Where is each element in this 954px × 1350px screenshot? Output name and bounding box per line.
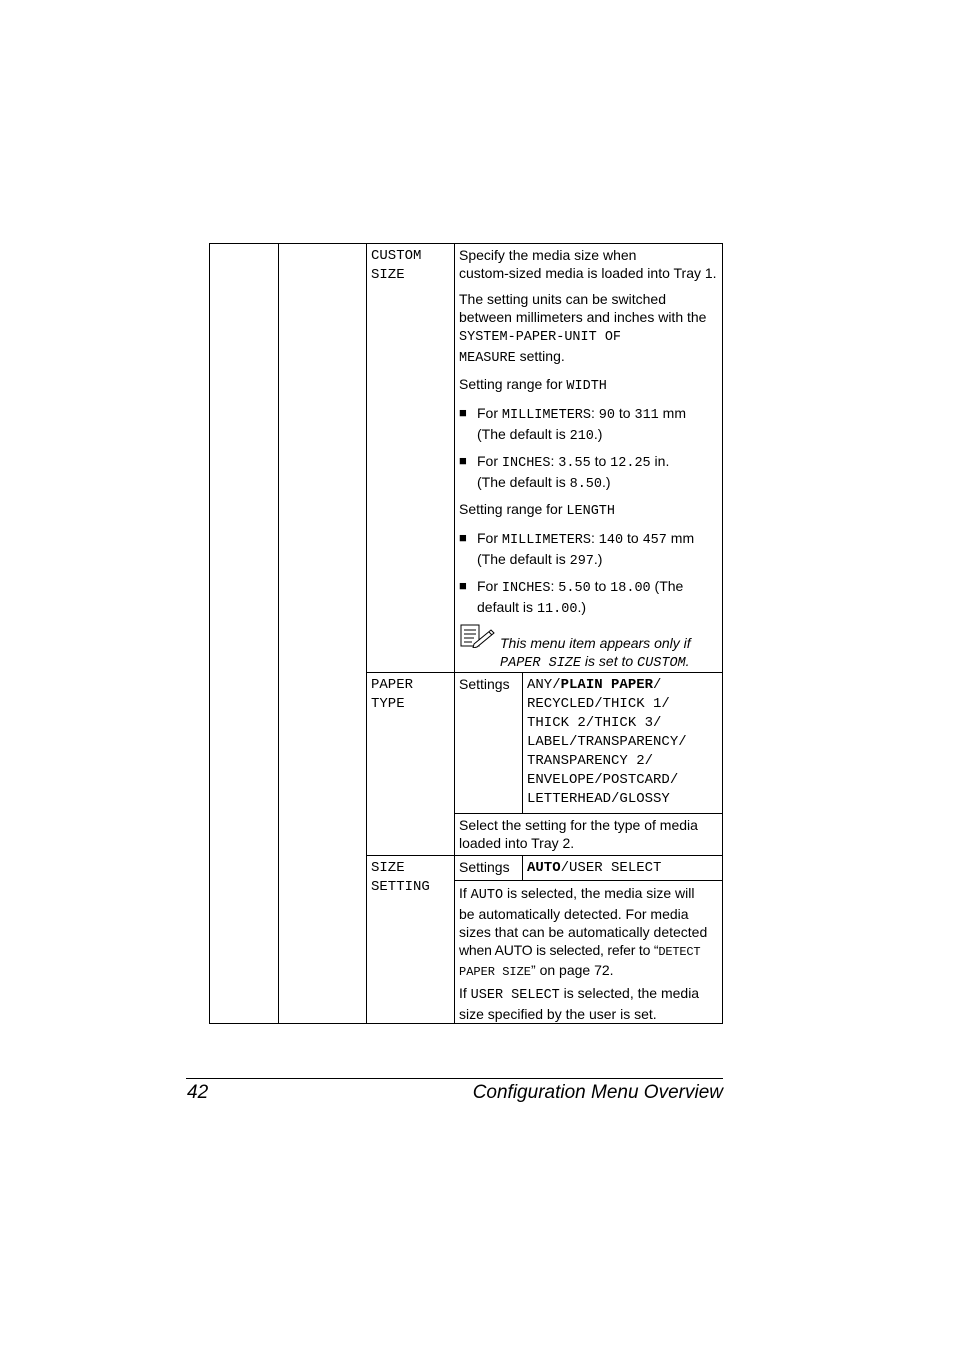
t: mm — [658, 405, 686, 421]
t: : — [591, 405, 599, 421]
t: is selected, the media size will — [503, 885, 695, 901]
length-range-heading — [459, 500, 615, 521]
t: 3.55 — [558, 456, 591, 471]
width-range-heading — [459, 375, 607, 396]
option-line: ENVELOPE/POSTCARD/ — [527, 772, 679, 788]
bullet-line — [477, 452, 723, 473]
t: (The default is — [477, 551, 570, 567]
t: 8.50 — [569, 477, 603, 492]
t: PAPER SIZE — [500, 656, 582, 671]
t: If — [459, 885, 471, 901]
label-line: TYPE — [371, 696, 405, 712]
t: For — [477, 530, 502, 546]
t: mm — [666, 530, 695, 546]
heading-text: Setting range for — [459, 376, 567, 392]
note-pencil-icon — [460, 624, 496, 648]
desc-line: sizes that can be automatically detected — [459, 924, 708, 940]
option-line: THICK 2/THICK 3/ — [527, 715, 662, 731]
desc-line — [459, 984, 722, 1005]
bullet-line — [477, 473, 723, 494]
t: For — [477, 453, 502, 469]
t: is selected, the media — [559, 985, 700, 1001]
desc-line: custom-sized media is loaded into Tray 1. — [459, 265, 717, 281]
t: is set to — [581, 653, 638, 669]
t: 11.00 — [536, 602, 578, 617]
desc-line — [459, 884, 722, 905]
t: 457 — [642, 533, 667, 548]
mono-term: MEASURE — [459, 351, 516, 366]
heading-text: Setting range for — [459, 501, 567, 517]
t: 210 — [569, 429, 594, 444]
t: .) — [602, 474, 611, 490]
t: ” on page 72. — [531, 962, 614, 978]
t: (The default is — [477, 426, 570, 442]
footer-rule — [186, 1078, 723, 1079]
t: 90 — [598, 408, 615, 423]
option-line: TRANSPARENCY 2/ — [527, 753, 654, 769]
table-col-divider-3 — [454, 243, 455, 1024]
t: PAPER SIZE — [459, 965, 532, 979]
t: 12.25 — [610, 456, 651, 471]
option-line: LABEL/TRANSPARENCY/ — [527, 734, 687, 750]
option-default: AUTO — [527, 860, 561, 876]
t: (The default is — [477, 474, 570, 490]
paper-type-label — [371, 676, 413, 714]
desc-line — [459, 961, 722, 981]
t: . — [685, 653, 690, 669]
t: to — [615, 405, 635, 421]
mono-term: SYSTEM-PAPER-UNIT OF — [459, 330, 622, 345]
bullet-line — [477, 425, 723, 446]
bullet-line — [477, 550, 723, 571]
t: 5.50 — [558, 581, 591, 596]
t: to — [623, 530, 643, 546]
size-setting-settings-label: Settings — [459, 859, 510, 875]
table-col-divider-2 — [366, 243, 367, 1024]
t: DETECT — [658, 945, 701, 959]
note-text — [500, 634, 722, 673]
desc-line: between millimeters and inches with the — [459, 309, 707, 325]
bullet-text — [477, 404, 723, 446]
t: MILLIMETERS — [501, 408, 592, 423]
t: MILLIMETERS — [501, 533, 592, 548]
t: to — [590, 453, 611, 469]
desc-line: Select the setting for the type of media — [459, 817, 698, 833]
table-border-bottom — [209, 1023, 723, 1024]
mono-term: LENGTH — [566, 504, 616, 519]
paper-type-description — [459, 816, 721, 852]
t: (The — [650, 578, 684, 594]
bullet-line — [477, 577, 723, 598]
t: to — [590, 578, 611, 594]
label-line: SIZE — [371, 860, 405, 876]
option-text: /USER SELECT — [560, 860, 662, 876]
units-description — [459, 290, 723, 368]
row-divider-size-setting-desc — [454, 880, 723, 881]
option-text: ANY/ — [527, 677, 561, 693]
desc-line — [459, 347, 723, 368]
bullet-square-icon: ■ — [459, 453, 467, 468]
t: INCHES — [501, 581, 551, 596]
t: when AUTO is selected, refer to “ — [459, 942, 659, 958]
option-default: PLAIN PAPER — [560, 677, 654, 693]
size-setting-auto-description — [459, 884, 722, 981]
bullet-square-icon: ■ — [459, 405, 467, 420]
t: default is — [477, 599, 537, 615]
t: 311 — [634, 408, 659, 423]
desc-line: be automatically detected. For media — [459, 906, 689, 922]
page-number: 42 — [187, 1082, 209, 1103]
bullet-text — [477, 452, 723, 494]
settings-col-divider-paper — [522, 672, 523, 813]
paper-type-options — [527, 676, 687, 809]
desc-line: The setting units can be switched — [459, 291, 667, 307]
desc-text: setting. — [515, 348, 565, 364]
bullet-line — [477, 529, 723, 550]
desc-line — [459, 941, 722, 961]
t: .) — [577, 599, 587, 615]
table-col-divider-1 — [278, 243, 279, 1024]
custom-size-description — [459, 246, 723, 282]
label-line: SETTING — [371, 879, 430, 895]
t: 297 — [569, 554, 594, 569]
table-border-left — [209, 243, 210, 1024]
custom-size-label — [371, 247, 421, 285]
bullet-square-icon: ■ — [459, 578, 467, 593]
table-border-top — [209, 243, 723, 244]
bullet-square-icon: ■ — [459, 530, 467, 545]
bullet-text — [477, 577, 723, 619]
bullet-line — [477, 404, 723, 425]
desc-line: loaded into Tray 2. — [459, 835, 575, 851]
desc-line — [459, 326, 723, 347]
t: CUSTOM — [637, 656, 686, 671]
label-line: PAPER — [371, 677, 414, 693]
t: AUTO — [470, 888, 504, 903]
row-divider-size-setting — [366, 855, 723, 856]
bullet-line — [477, 598, 723, 619]
mono-term: WIDTH — [566, 379, 607, 394]
size-setting-label — [371, 859, 430, 897]
t: 140 — [598, 533, 624, 548]
page-title: Configuration Menu Overview — [472, 1082, 723, 1103]
desc-line: Specify the media size when — [459, 247, 637, 263]
size-setting-options — [527, 859, 661, 878]
t: .) — [593, 551, 603, 567]
desc-line: size specified by the user is set. — [459, 1006, 657, 1022]
t: : — [550, 453, 559, 469]
option-line: LETTERHEAD/GLOSSY — [527, 791, 670, 807]
t: For — [477, 578, 502, 594]
label-line: SIZE — [371, 267, 405, 283]
option-line: RECYCLED/THICK 1/ — [527, 696, 670, 712]
row-divider-paper-type-desc — [454, 813, 723, 814]
t: USER SELECT — [470, 988, 560, 1003]
bullet-text — [477, 529, 723, 571]
settings-col-divider-size — [522, 855, 523, 880]
paper-type-settings-label: Settings — [459, 676, 510, 692]
t: : — [550, 578, 559, 594]
t: : — [591, 530, 599, 546]
size-setting-user-description — [459, 984, 722, 1023]
note-line: This menu item appears only if — [500, 635, 691, 651]
option-text: / — [653, 677, 662, 693]
t: 18.00 — [610, 581, 651, 596]
t: .) — [593, 426, 603, 442]
t: If — [459, 985, 471, 1001]
t: INCHES — [501, 456, 551, 471]
label-line: CUSTOM — [371, 248, 422, 264]
t: For — [477, 405, 502, 421]
note-line — [500, 652, 722, 673]
t: in. — [650, 453, 670, 469]
